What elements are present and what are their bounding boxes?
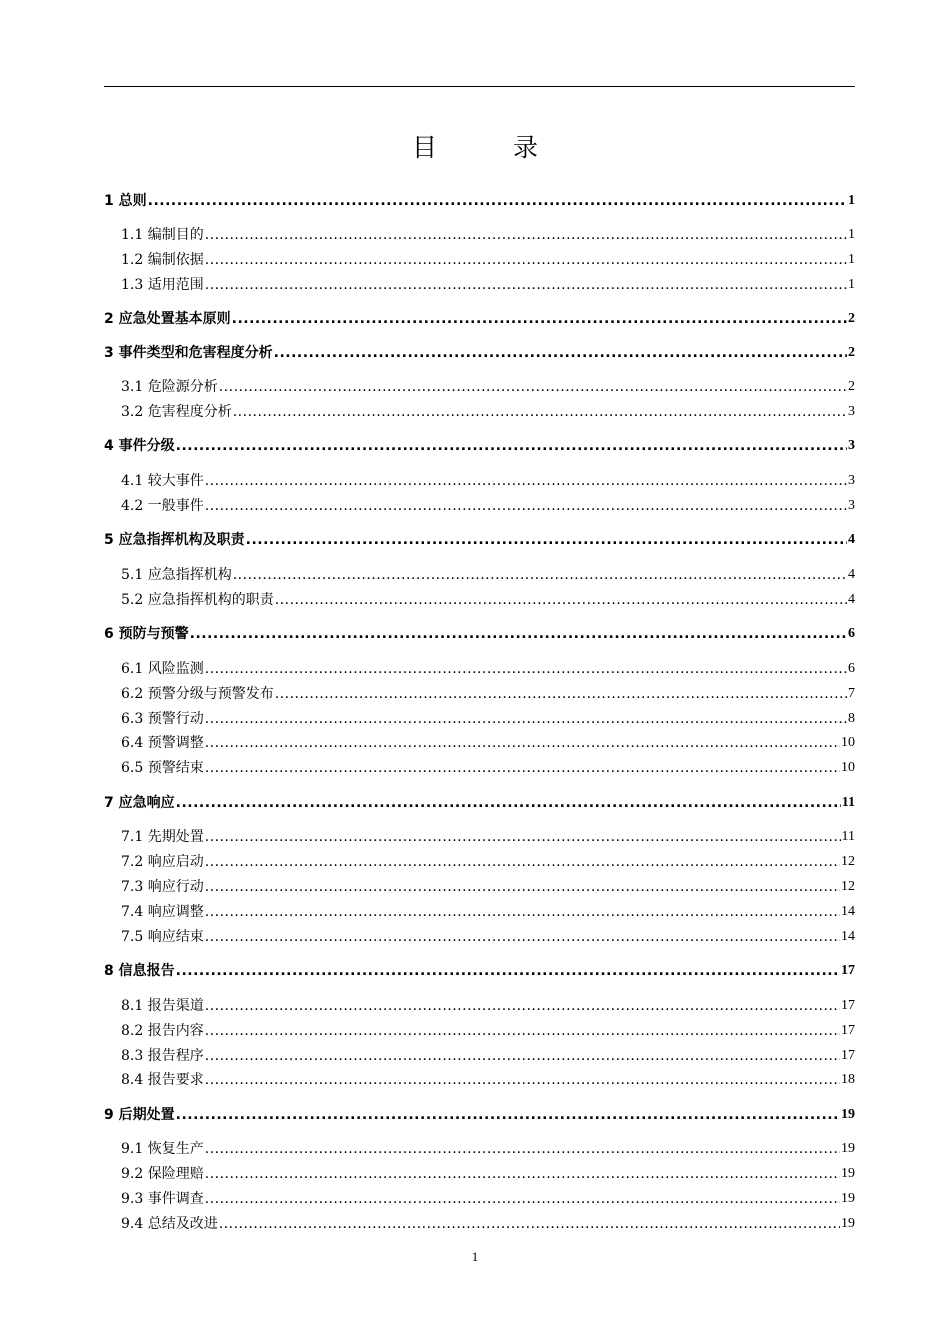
toc-chapter-entry[interactable] (104, 306, 855, 328)
toc-page-number: 2 (848, 311, 855, 326)
toc-dot-leader (176, 794, 841, 812)
toc-entry-text: 7.2 响应启动 (121, 854, 204, 870)
toc-section-entry[interactable] (104, 1186, 855, 1208)
toc-entry-text: 5 应急指挥机构及职责 (104, 532, 245, 548)
toc-entry-text: 8.4 报告要求 (121, 1072, 204, 1088)
toc-dot-leader (176, 437, 847, 455)
toc-dot-leader (205, 1022, 840, 1040)
toc-page-number: 3 (848, 498, 855, 513)
toc-section-entry[interactable] (104, 656, 855, 678)
toc-entry-text: 1 总则 (104, 193, 147, 209)
toc-entry-text: 3.1 危险源分析 (121, 379, 218, 395)
toc-entry-text: 8.3 报告程序 (121, 1048, 204, 1064)
toc-dot-leader (205, 1071, 840, 1089)
toc-dot-leader (205, 1047, 840, 1065)
toc-entry-text: 2 应急处置基本原则 (104, 311, 231, 327)
toc-page-number: 12 (841, 854, 855, 869)
toc-section-entry[interactable] (104, 222, 855, 244)
toc-section-entry[interactable] (104, 468, 855, 490)
toc-section-entry[interactable] (104, 874, 855, 896)
toc-entry-text: 3.2 危害程度分析 (121, 404, 232, 420)
toc-page-number: 17 (841, 963, 855, 978)
toc-chapter-entry[interactable] (104, 790, 855, 812)
toc-chapter-entry[interactable] (104, 433, 855, 455)
header-rule (104, 86, 855, 87)
toc-chapter-entry[interactable] (104, 340, 855, 362)
toc-dot-leader (233, 566, 847, 584)
toc-dot-leader (205, 828, 841, 846)
toc-dot-leader (205, 472, 847, 490)
toc-dot-leader (205, 928, 840, 946)
toc-page-number: 14 (841, 904, 855, 919)
toc-entry-text: 8.1 报告渠道 (121, 998, 204, 1014)
toc-section-entry[interactable] (104, 272, 855, 294)
toc-chapter-entry[interactable] (104, 527, 855, 549)
toc-dot-leader (205, 497, 847, 515)
toc-page-number: 19 (841, 1166, 855, 1181)
toc-entry-text: 7 应急响应 (104, 795, 175, 811)
toc-page-number: 11 (841, 795, 855, 810)
toc-dot-leader (219, 378, 847, 396)
toc-title: 目 录 (412, 133, 572, 162)
toc-page-number: 2 (848, 379, 855, 394)
toc-page-number: 2 (848, 345, 855, 360)
toc-section-entry[interactable] (104, 824, 855, 846)
toc-dot-leader (205, 251, 847, 269)
toc-entry-text: 5.1 应急指挥机构 (121, 567, 232, 583)
toc-dot-leader (205, 1190, 840, 1208)
toc-entry-text: 1.3 适用范围 (121, 277, 204, 293)
toc-page-number: 3 (848, 438, 855, 453)
toc-section-entry[interactable] (104, 706, 855, 728)
toc-entry-text: 6.1 风险监测 (121, 661, 204, 677)
toc-section-entry[interactable] (104, 493, 855, 515)
toc-page-number: 6 (848, 661, 855, 676)
toc-dot-leader (148, 192, 847, 210)
toc-dot-leader (205, 903, 840, 921)
toc-page-number: 17 (841, 998, 855, 1013)
toc-page-number: 14 (841, 929, 855, 944)
toc-page-number: 3 (848, 404, 855, 419)
toc-page-number: 4 (848, 567, 855, 582)
toc-chapter-entry[interactable] (104, 958, 855, 980)
toc-dot-leader (205, 276, 847, 294)
toc-section-entry[interactable] (104, 730, 855, 752)
toc-page-number: 4 (848, 532, 855, 547)
toc-section-entry[interactable] (104, 587, 855, 609)
toc-section-entry[interactable] (104, 562, 855, 584)
toc-entry-text: 6.3 预警行动 (121, 711, 204, 727)
toc-chapter-entry[interactable] (104, 1102, 855, 1124)
toc-dot-leader (275, 591, 847, 609)
toc-dot-leader (274, 344, 847, 362)
toc-dot-leader (205, 1140, 840, 1158)
toc-dot-leader (275, 685, 847, 703)
toc-entry-text: 9.3 事件调查 (121, 1191, 204, 1207)
toc-entry-text: 6.4 预警调整 (121, 735, 204, 751)
toc-section-entry[interactable] (104, 1211, 855, 1233)
toc-entry-text: 6 预防与预警 (104, 626, 189, 642)
toc-section-entry[interactable] (104, 1043, 855, 1065)
toc-dot-leader (190, 625, 847, 643)
toc-page-number: 10 (841, 735, 855, 750)
toc-entry-text: 6.2 预警分级与预警发布 (121, 686, 274, 702)
toc-dot-leader (205, 1165, 840, 1183)
toc-dot-leader (233, 403, 847, 421)
toc-page-number: 1 (848, 277, 855, 292)
toc-dot-leader (176, 1106, 840, 1124)
toc-dot-leader (176, 962, 840, 980)
page-number: 1 (471, 1249, 479, 1264)
toc-entry-text: 6.5 预警结束 (121, 760, 204, 776)
toc-entry-text: 3 事件类型和危害程度分析 (104, 345, 273, 361)
toc-entry-text: 9 后期处置 (104, 1107, 175, 1123)
toc-dot-leader (205, 878, 840, 896)
toc-section-entry[interactable] (104, 899, 855, 921)
toc-entry-text: 4 事件分级 (104, 438, 175, 454)
toc-page-number: 1 (848, 227, 855, 242)
toc-entry-text: 7.3 响应行动 (121, 879, 204, 895)
toc-page-number: 17 (841, 1048, 855, 1063)
toc-section-entry[interactable] (104, 247, 855, 269)
toc-entry-text: 4.1 较大事件 (121, 473, 204, 489)
toc-dot-leader (205, 997, 840, 1015)
toc-page-number: 1 (848, 193, 855, 208)
toc-page-number: 4 (848, 592, 855, 607)
toc-page-number: 17 (841, 1023, 855, 1038)
toc-entry-text: 4.2 一般事件 (121, 498, 204, 514)
toc-dot-leader (205, 759, 840, 777)
toc-section-entry[interactable] (104, 755, 855, 777)
toc-section-entry[interactable] (104, 374, 855, 396)
toc-section-entry[interactable] (104, 1161, 855, 1183)
toc-entry-text: 1.1 编制目的 (121, 227, 204, 243)
toc-page-number: 19 (841, 1107, 855, 1122)
toc-page-number: 18 (841, 1072, 855, 1087)
toc-section-entry[interactable] (104, 993, 855, 1015)
toc-page-number: 3 (848, 473, 855, 488)
toc-entry-text: 7.1 先期处置 (121, 829, 204, 845)
toc-section-entry[interactable] (104, 1018, 855, 1040)
toc-page-number: 1 (848, 252, 855, 267)
toc-entry-text: 1.2 编制依据 (121, 252, 204, 268)
toc-entry-text: 7.4 响应调整 (121, 904, 204, 920)
toc-entry-text: 9.2 保险理赔 (121, 1166, 204, 1182)
toc-dot-leader (232, 310, 847, 328)
toc-chapter-entry[interactable] (104, 188, 855, 210)
toc-entry-text: 9.4 总结及改进 (121, 1216, 218, 1232)
toc-page-number: 12 (841, 879, 855, 894)
toc-entry-text: 7.5 响应结束 (121, 929, 204, 945)
toc-section-entry[interactable] (104, 681, 855, 703)
toc-dot-leader (205, 226, 847, 244)
toc-dot-leader (205, 660, 847, 678)
toc-page-number: 10 (841, 760, 855, 775)
toc-page-number: 11 (841, 829, 855, 844)
toc-dot-leader (219, 1215, 840, 1233)
toc-section-entry[interactable] (104, 1136, 855, 1158)
toc-section-entry[interactable] (104, 399, 855, 421)
toc-entry-text: 5.2 应急指挥机构的职责 (121, 592, 274, 608)
toc-dot-leader (246, 531, 847, 549)
toc-page-number: 8 (848, 711, 855, 726)
toc-page-number: 19 (841, 1216, 855, 1231)
toc-section-entry[interactable] (104, 849, 855, 871)
toc-section-entry[interactable] (104, 924, 855, 946)
toc-page-number: 19 (841, 1191, 855, 1206)
toc-entry-text: 8.2 报告内容 (121, 1023, 204, 1039)
toc-dot-leader (205, 853, 840, 871)
toc-section-entry[interactable] (104, 1067, 855, 1089)
toc-dot-leader (205, 734, 840, 752)
toc-chapter-entry[interactable] (104, 621, 855, 643)
toc-page-number: 6 (848, 626, 855, 641)
toc-dot-leader (205, 710, 847, 728)
toc-entry-text: 9.1 恢复生产 (121, 1141, 204, 1157)
toc-entry-text: 8 信息报告 (104, 963, 175, 979)
toc-page-number: 19 (841, 1141, 855, 1156)
toc-page-number: 7 (848, 686, 855, 701)
